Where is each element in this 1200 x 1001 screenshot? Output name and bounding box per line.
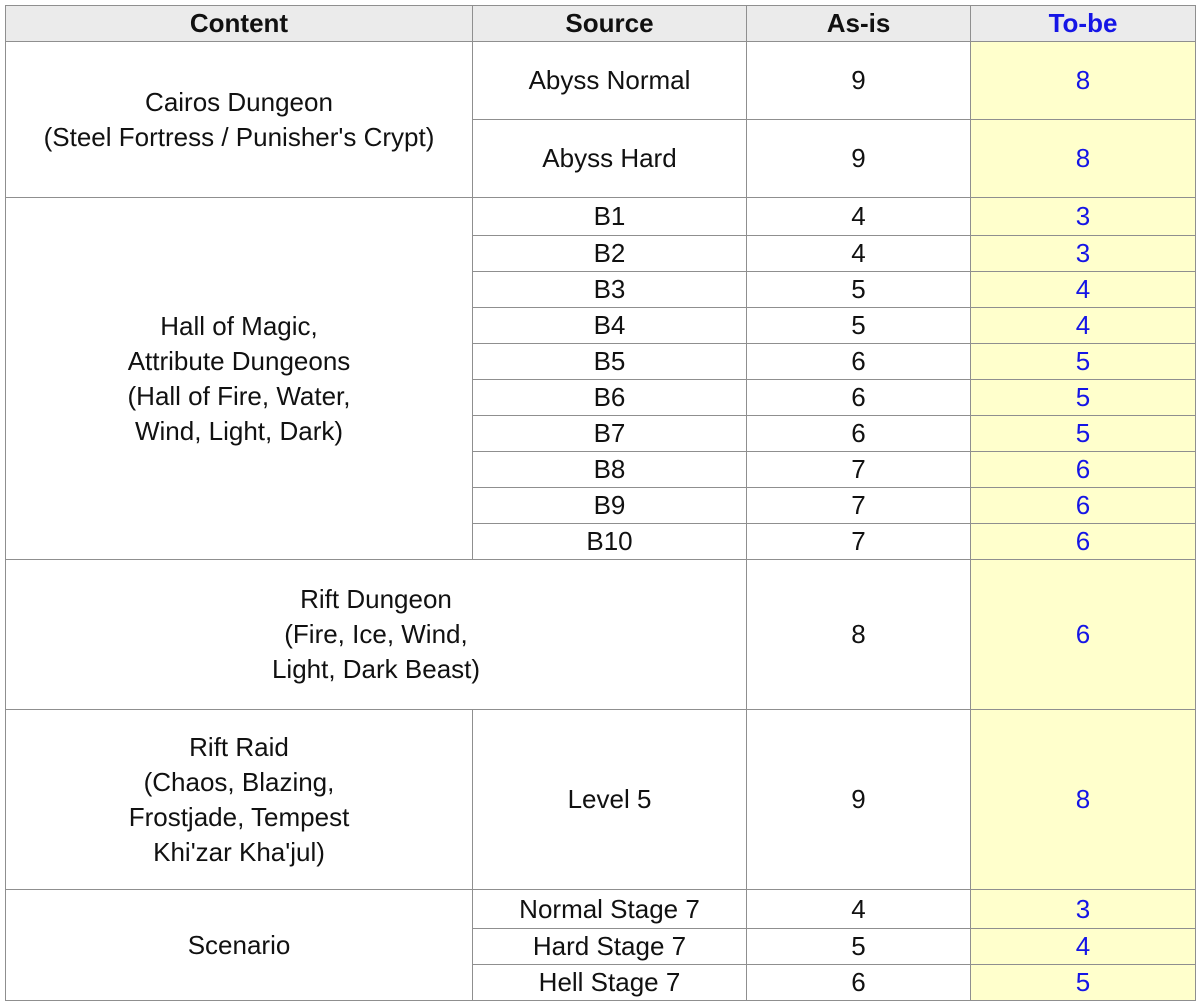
- asis-cell: 6: [747, 416, 971, 452]
- tobe-cell: 8: [971, 120, 1196, 198]
- tobe-cell: 4: [971, 272, 1196, 308]
- tobe-cell: 8: [971, 710, 1196, 890]
- content-hall-of-magic: Hall of Magic, Attribute Dungeons (Hall of Fire, Water, Wind, Light, Dark): [6, 198, 473, 560]
- asis-cell: 6: [747, 344, 971, 380]
- table-row: [6, 42, 1196, 120]
- source-cell: B3: [473, 272, 747, 308]
- tobe-cell: 6: [971, 452, 1196, 488]
- header-source: Source: [473, 6, 747, 42]
- asis-cell: 5: [747, 929, 971, 965]
- source-cell: B9: [473, 488, 747, 524]
- tobe-cell: 4: [971, 308, 1196, 344]
- source-cell: Normal Stage 7: [473, 890, 747, 929]
- tobe-cell: 5: [971, 344, 1196, 380]
- content-scenario: Scenario: [6, 890, 473, 1001]
- asis-cell: 8: [747, 560, 971, 710]
- asis-cell: 7: [747, 452, 971, 488]
- asis-cell: 5: [747, 308, 971, 344]
- tobe-cell: 5: [971, 380, 1196, 416]
- source-cell: B6: [473, 380, 747, 416]
- asis-cell: 9: [747, 42, 971, 120]
- source-cell: B7: [473, 416, 747, 452]
- tobe-cell: 6: [971, 560, 1196, 710]
- asis-cell: 5: [747, 272, 971, 308]
- tobe-cell: 4: [971, 929, 1196, 965]
- tobe-cell: 5: [971, 416, 1196, 452]
- table-row: [6, 890, 1196, 929]
- source-cell: B2: [473, 236, 747, 272]
- asis-cell: 9: [747, 120, 971, 198]
- tobe-cell: 6: [971, 524, 1196, 560]
- header-tobe: To-be: [971, 6, 1196, 42]
- content-rift-dungeon: Rift Dungeon (Fire, Ice, Wind, Light, Dark Beast): [6, 560, 747, 710]
- tobe-cell: 3: [971, 890, 1196, 929]
- asis-cell: 9: [747, 710, 971, 890]
- asis-cell: 4: [747, 890, 971, 929]
- tobe-cell: 3: [971, 198, 1196, 236]
- source-cell: Hard Stage 7: [473, 929, 747, 965]
- source-cell: Hell Stage 7: [473, 965, 747, 1001]
- table-row: [6, 710, 1196, 890]
- asis-cell: 7: [747, 524, 971, 560]
- source-cell: Abyss Hard: [473, 120, 747, 198]
- tobe-cell: 3: [971, 236, 1196, 272]
- asis-cell: 7: [747, 488, 971, 524]
- asis-cell: 4: [747, 198, 971, 236]
- header-asis: As-is: [747, 6, 971, 42]
- tobe-cell: 6: [971, 488, 1196, 524]
- source-cell: B8: [473, 452, 747, 488]
- asis-cell: 6: [747, 380, 971, 416]
- dungeon-stage-table: [5, 5, 1196, 1001]
- header-content: Content: [6, 6, 473, 42]
- source-cell: B1: [473, 198, 747, 236]
- source-cell: Abyss Normal: [473, 42, 747, 120]
- content-cairos: Cairos Dungeon (Steel Fortress / Punisher's Crypt): [6, 42, 473, 198]
- asis-cell: 6: [747, 965, 971, 1001]
- content-rift-raid: Rift Raid (Chaos, Blazing, Frostjade, Tempest Khi'zar Kha'jul): [6, 710, 473, 890]
- source-cell: B10: [473, 524, 747, 560]
- tobe-cell: 8: [971, 42, 1196, 120]
- source-cell: B4: [473, 308, 747, 344]
- table-row: [6, 560, 1196, 710]
- asis-cell: 4: [747, 236, 971, 272]
- table-row: [6, 198, 1196, 236]
- header-row: [6, 6, 1196, 42]
- tobe-cell: 5: [971, 965, 1196, 1001]
- source-cell: B5: [473, 344, 747, 380]
- source-cell: Level 5: [473, 710, 747, 890]
